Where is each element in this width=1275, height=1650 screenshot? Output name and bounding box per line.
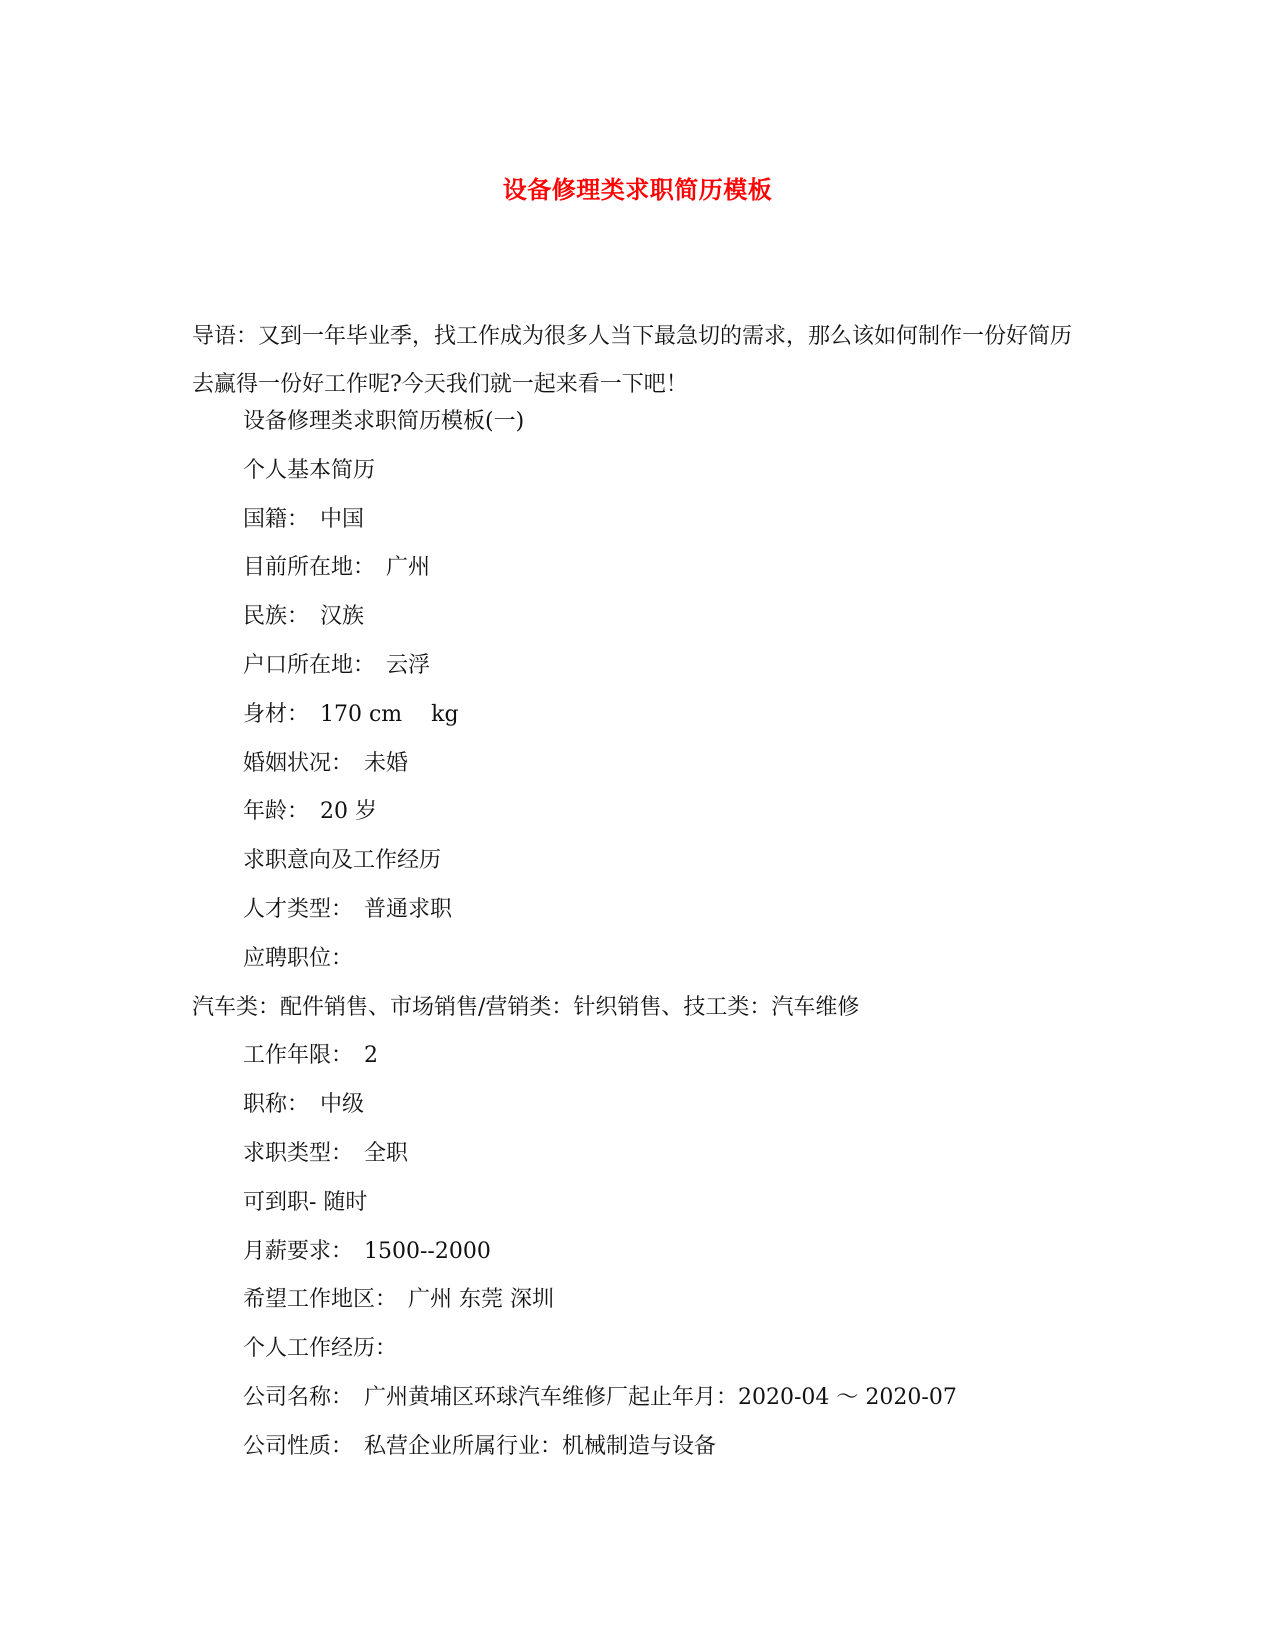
line-personal-basic: 个人基本简历 xyxy=(243,457,376,483)
line-company-nature: 公司性质： 私营企业所属行业：机械制造与设备 xyxy=(243,1433,717,1459)
line-work-years: 工作年限： 2 xyxy=(243,1043,378,1069)
line-availability: 可到职- 随时 xyxy=(243,1189,368,1215)
line-template-heading: 设备修理类求职简历模板(一) xyxy=(243,409,525,434)
intro-paragraph: 导语：又到一年毕业季，找工作成为很多人当下最急切的需求，那么该如何制作一份好简历去赢得一份好工作呢?今天我们就一起来看一下吧！ xyxy=(192,324,1073,397)
line-position: 应聘职位： xyxy=(243,945,354,971)
line-work-history-heading: 个人工作经历： xyxy=(243,1336,398,1362)
line-intent-heading: 求职意向及工作经历 xyxy=(243,848,442,874)
resume-lines xyxy=(0,407,1275,1481)
line-age: 年龄： 20 岁 xyxy=(243,799,377,825)
line-talent-type: 人才类型： 普通求职 xyxy=(243,896,453,922)
line-ethnicity: 民族： 汉族 xyxy=(243,604,365,630)
line-salary: 月薪要求： 1500--2000 xyxy=(243,1238,491,1264)
line-nationality: 国籍： 中国 xyxy=(243,506,365,532)
line-title-level: 职称： 中级 xyxy=(243,1092,365,1118)
line-position-detail: 汽车类：配件销售、市场销售/营销类：针织销售、技工类：汽车维修 xyxy=(192,994,860,1020)
document-title: 设备修理类求职简历模板 xyxy=(502,175,773,204)
line-body: 身材： 170 cm kg xyxy=(243,701,459,727)
line-job-type: 求职类型： 全职 xyxy=(243,1140,409,1166)
line-hukou: 户口所在地： 云浮 xyxy=(243,652,431,678)
line-current-location: 目前所在地： 广州 xyxy=(243,555,431,581)
line-company-name: 公司名称： 广州黄埔区环球汽车维修厂起止年月：2020-04 ～ 2020-07 xyxy=(243,1384,957,1410)
line-marital-status: 婚姻状况： 未婚 xyxy=(243,750,409,776)
line-preferred-area: 希望工作地区： 广州 东莞 深圳 xyxy=(243,1287,554,1313)
